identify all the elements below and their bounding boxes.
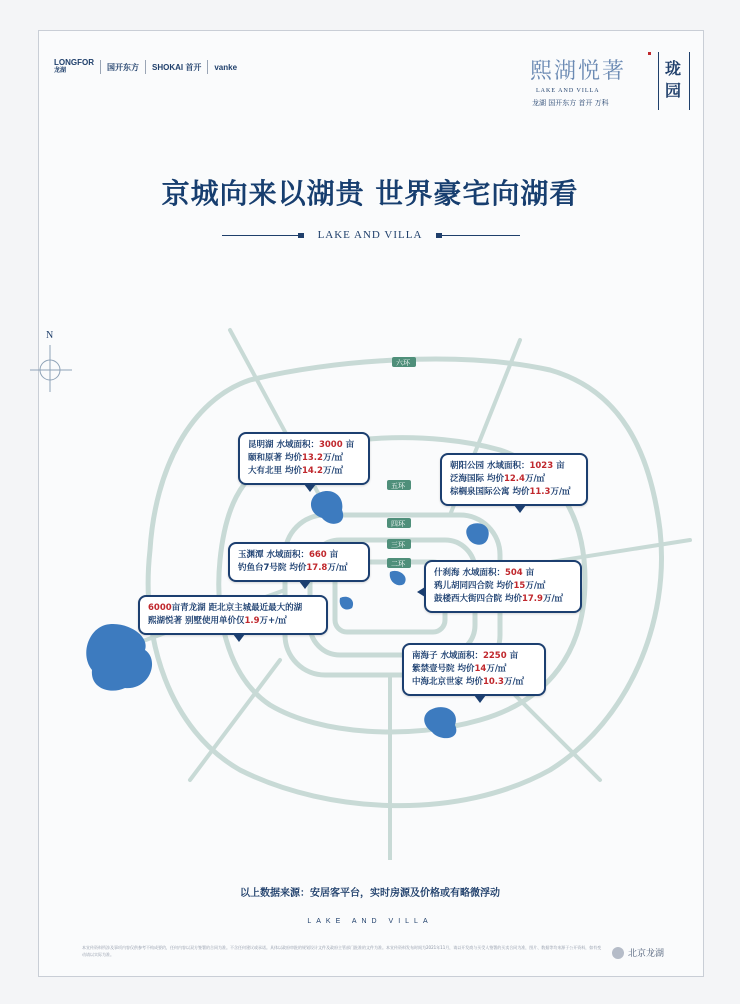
compass-icon xyxy=(30,345,72,392)
shoukai-logo: SHOKAI 首开 xyxy=(152,62,202,72)
callout-line: 紫禁壹号院 均价14万/㎡ xyxy=(412,664,507,674)
callout-line: 大有北里 均价14.2万/㎡ xyxy=(248,466,344,476)
callout-line: 鼓楼西大街四合院 均价17.9万/㎡ xyxy=(434,594,564,604)
label-4th-ring: 四环 xyxy=(391,520,405,528)
partner-logos xyxy=(54,58,237,76)
brand-partners: 龙湖 国开东方 首开 万科 xyxy=(532,99,609,107)
callout-qinglong-lake xyxy=(138,595,328,635)
highway-sw xyxy=(190,660,280,780)
chaoyang-park-lake xyxy=(466,523,489,545)
label-2nd-ring: 二环 xyxy=(391,560,405,568)
compass-north: N xyxy=(46,330,54,341)
nanhaizi-lake xyxy=(424,707,456,738)
label-6th-ring: 六环 xyxy=(396,359,410,367)
subline: LAKE AND VILLA xyxy=(317,229,423,241)
callout-kunming-lake xyxy=(238,432,370,485)
callout-line: 鸦儿胡同四合院 均价15万/㎡ xyxy=(434,581,546,591)
vanke-logo: vanke xyxy=(214,62,238,72)
callout-line: 熙湖悦著 别墅使用单价仅1.9万+/㎡ xyxy=(148,616,287,626)
callout-line: 颐和原著 均价13.2万/㎡ xyxy=(248,453,344,463)
footer-brand: 北京龙湖 xyxy=(612,946,664,959)
callout-line: 钓鱼台7号院 均价17.8万/㎡ xyxy=(238,563,348,573)
brand-english: LAKE AND VILLA xyxy=(536,88,600,94)
callout-nanhaizi xyxy=(402,643,546,696)
label-3rd-ring: 三环 xyxy=(391,541,405,549)
project-brand xyxy=(530,48,690,118)
disclaimer: 本宣传资料所涉及事项内容仅供参考不构成要约，任何内容以双方签署的合同为准。不含任何建议或承诺。具体以政府审批的规划设计文件及政府主管部门批准的文件为准。本宣传资料发布时间为2021年11月，请以开发商与买受人签署的买卖合同为准，图片、数据等均来源于公开资料，如有变动请以实际为准。 xyxy=(82,945,602,957)
callout-line: 棕榈泉国际公寓 均价11.3万/㎡ xyxy=(450,487,571,497)
callout-chaoyang-park xyxy=(440,453,588,506)
callout-line: 什刹海 水域面积：504 亩 xyxy=(434,568,535,578)
guokai-logo: 国开东方 xyxy=(107,62,139,72)
callout-line: 泛海国际 均价12.4万/㎡ xyxy=(450,474,546,484)
callout-line: 中海北京世家 均价10.3万/㎡ xyxy=(412,677,525,687)
label-5th-ring: 五环 xyxy=(391,482,405,490)
seal-icon xyxy=(648,52,651,55)
logo-divider xyxy=(207,60,208,74)
brand-box: 珑园 xyxy=(658,52,690,110)
callout-line: 6000亩青龙湖 距北京主城最近最大的湖 xyxy=(148,603,303,613)
divider-right xyxy=(440,235,520,236)
beijing-ring-road-map xyxy=(30,300,710,860)
shichahai-lake xyxy=(390,571,406,585)
logo-icon xyxy=(612,947,624,959)
logo-divider xyxy=(145,60,146,74)
kunming-lake xyxy=(311,491,343,524)
logo-divider xyxy=(100,60,101,74)
callout-line: 玉渊潭 水域面积：660 亩 xyxy=(238,550,339,560)
brand-name: 熙湖悦著 xyxy=(530,59,627,84)
callout-line: 昆明湖 水域面积：3000 亩 xyxy=(248,440,355,450)
callout-yuyuantan xyxy=(228,542,370,582)
longfor-logo: LONGFOR 龙湖 xyxy=(54,58,94,74)
callout-line: 朝阳公园 水域面积：1023 亩 xyxy=(450,461,565,471)
yuyuantan-lake xyxy=(340,597,353,610)
headline: 京城向来以湖贵 世界豪宅向湖看 xyxy=(161,177,579,210)
data-source-note: 以上数据来源：安居客平台，实时房源及价格或有略微浮动 xyxy=(240,888,500,899)
footer-title: LAKE AND VILLA xyxy=(307,918,433,925)
callout-line: 南海子 水域面积：2250 亩 xyxy=(412,651,519,661)
callout-shichahai xyxy=(424,560,582,613)
